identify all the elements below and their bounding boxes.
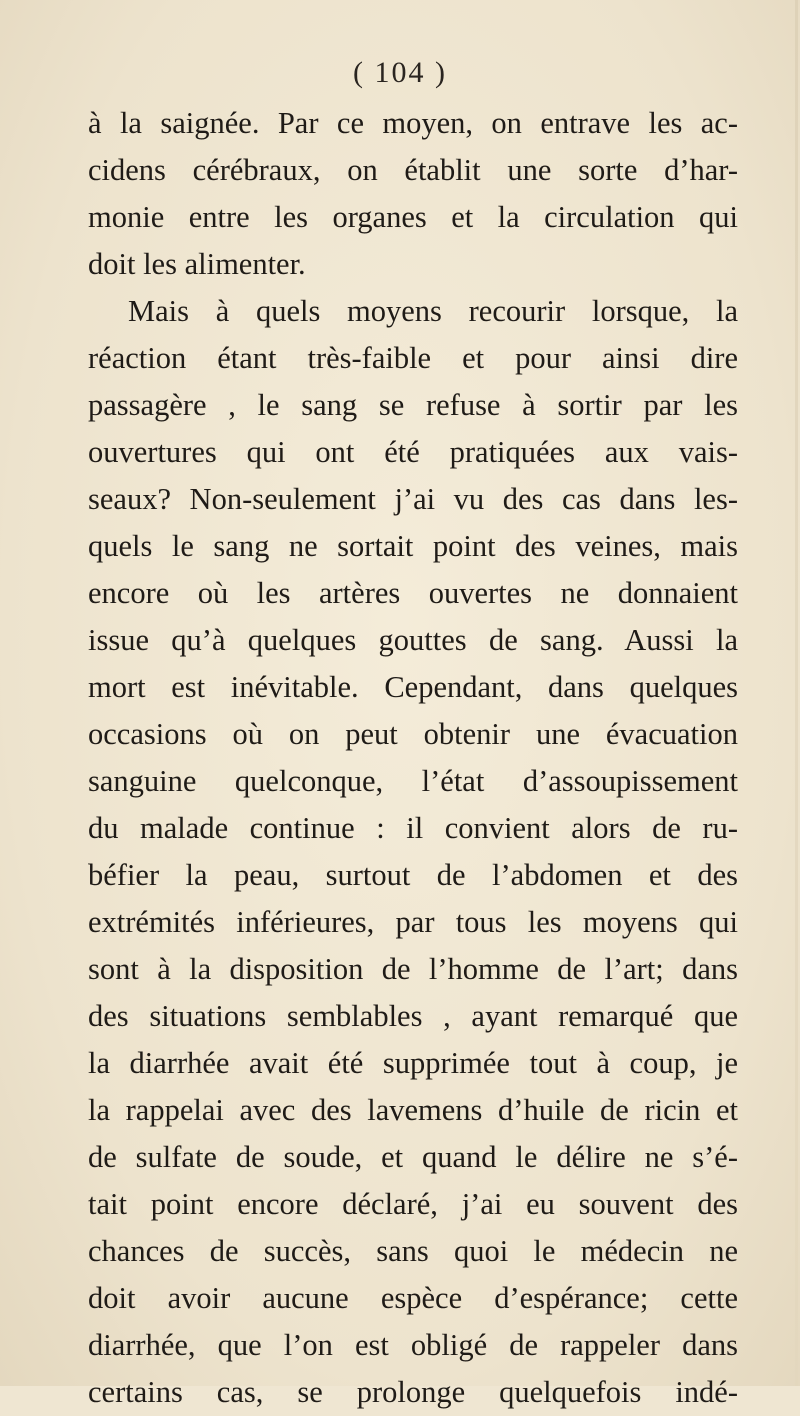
text-line: extrémités inférieures, par tous les moyens qui bbox=[88, 905, 738, 939]
body-text bbox=[88, 100, 738, 1416]
text-line: de sulfate de soude, et quand le délire ne s’é- bbox=[88, 1140, 738, 1174]
text-line: passagère , le sang se refuse à sortir par les bbox=[88, 388, 738, 422]
text-line: monie entre les organes et la circulation qui bbox=[88, 200, 738, 234]
text-line: diarrhée, que l’on est obligé de rappeler dans bbox=[88, 1328, 738, 1362]
text-line: occasions où on peut obtenir une évacuation bbox=[88, 717, 738, 751]
text-line: doit avoir aucune espèce d’espérance; cette bbox=[88, 1281, 738, 1315]
text-line: seaux? Non-seulement j’ai vu des cas dans les- bbox=[88, 482, 738, 516]
page-number: ( 104 ) bbox=[353, 56, 447, 89]
text-line: la rappelai avec des lavemens d’huile de ricin et bbox=[88, 1093, 738, 1127]
text-line: à la saignée. Par ce moyen, on entrave les ac- bbox=[88, 106, 738, 140]
text-line: sont à la disposition de l’homme de l’art; dans bbox=[88, 952, 738, 986]
text-line: Mais à quels moyens recourir lorsque, la bbox=[128, 294, 738, 328]
text-line: issue qu’à quelques gouttes de sang. Aussi la bbox=[88, 623, 738, 657]
page-edge-shadow bbox=[795, 0, 798, 1386]
text-line: ouvertures qui ont été pratiquées aux vais- bbox=[88, 435, 738, 469]
text-line: tait point encore déclaré, j’ai eu souvent des bbox=[88, 1187, 738, 1221]
text-line: cidens cérébraux, on établit une sorte d’har- bbox=[88, 153, 738, 187]
text-line: la diarrhée avait été supprimée tout à coup, je bbox=[88, 1046, 738, 1080]
text-line: mort est inévitable. Cependant, dans quelques bbox=[88, 670, 738, 704]
text-line: sanguine quelconque, l’état d’assoupissement bbox=[88, 764, 738, 798]
text-line: réaction étant très-faible et pour ainsi dire bbox=[88, 341, 738, 375]
text-line: doit les alimenter. bbox=[88, 247, 306, 281]
text-line: des situations semblables , ayant remarqué que bbox=[88, 999, 738, 1033]
text-line: béfier la peau, surtout de l’abdomen et des bbox=[88, 858, 738, 892]
text-line: quels le sang ne sortait point des veines, mais bbox=[88, 529, 738, 563]
text-line: certains cas, se prolonge quelquefois indé- bbox=[88, 1375, 738, 1409]
text-line: du malade continue : il convient alors de ru- bbox=[88, 811, 738, 845]
text-line: encore où les artères ouvertes ne donnaient bbox=[88, 576, 738, 610]
text-line: chances de succès, sans quoi le médecin ne bbox=[88, 1234, 738, 1268]
